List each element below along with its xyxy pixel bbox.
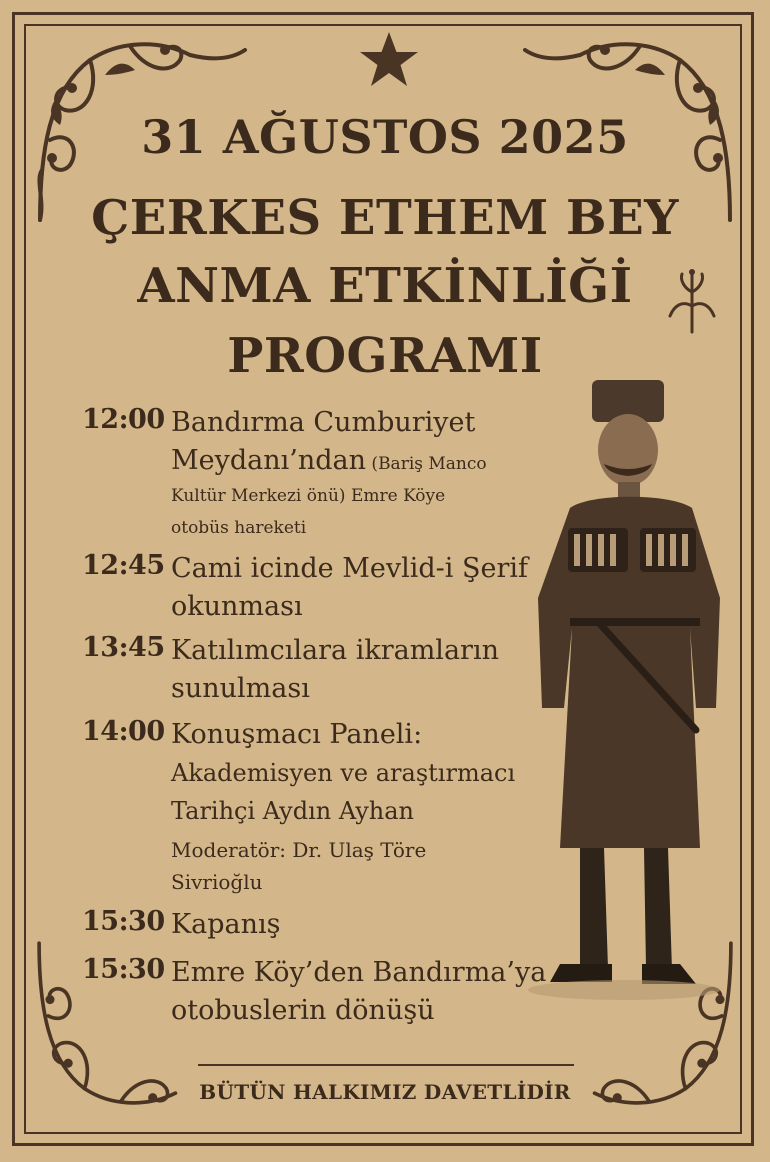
- event-time: 13:45: [82, 632, 165, 663]
- event-description: [171, 404, 551, 544]
- event-line: Katılımcılara ikramların: [171, 635, 499, 666]
- event-note: Kultür Merkezi önü) Emre Köye: [171, 486, 446, 506]
- event-5: [82, 906, 542, 950]
- event-time: 15:30: [82, 906, 165, 937]
- title-line-3: PROGRAMI: [227, 328, 543, 384]
- event-description: [171, 906, 551, 944]
- title-line-1: ÇERKES ETHEM BEY: [91, 190, 679, 246]
- event-description: [171, 954, 551, 1030]
- event-note: (Bariş Manco: [366, 454, 487, 474]
- event-line: Akademisyen ve araştırmacı: [171, 759, 516, 787]
- event-line: Kapanış: [171, 909, 281, 940]
- event-note: otobüs hareketi: [171, 518, 307, 538]
- event-time: 12:45: [82, 550, 165, 581]
- event-3: [82, 632, 542, 712]
- footer-divider: [198, 1064, 574, 1066]
- event-moderator: [171, 834, 551, 898]
- event-time: 14:00: [82, 716, 165, 747]
- event-description: [171, 550, 551, 626]
- event-line: Konuşmacı Paneli:: [171, 719, 423, 750]
- event-line: sunulması: [171, 673, 310, 704]
- event-line-mixed: [171, 442, 551, 480]
- event-time: 15:30: [82, 954, 165, 985]
- event-6: [82, 954, 547, 1034]
- event-line: Tarihçi Aydın Ayhan: [171, 797, 414, 825]
- event-note: Moderatör: Dr. Ulaş Töre: [171, 838, 427, 862]
- event-description: [171, 716, 551, 830]
- footer-invitation: BÜTÜN HALKIMIZ DAVETLİDİR: [199, 1080, 571, 1104]
- event-line: otobuslerin dönüşü: [171, 995, 435, 1026]
- event-date: 31 AĞUSTOS 2025: [141, 110, 629, 164]
- event-line: Emre Köy’den Bandırma’ya: [171, 957, 547, 988]
- event-line: Bandırma Cumburiyet: [171, 407, 476, 438]
- star-icon: [357, 28, 421, 92]
- event-line: okunması: [171, 591, 303, 622]
- event-description: [171, 632, 551, 708]
- fleur-sprig-icon: [664, 266, 720, 336]
- title-line-2: ANMA ETKİNLİĞİ: [137, 258, 633, 314]
- event-line: Meydanı’ndan: [171, 445, 367, 476]
- event-1: [82, 404, 542, 544]
- event-time: 12:00: [82, 404, 165, 435]
- portrait-illustration: [520, 378, 744, 1018]
- event-4: [82, 716, 542, 906]
- event-2: [82, 550, 542, 630]
- event-note: Sivrioğlu: [171, 870, 263, 894]
- event-line: Cami icinde Mevlid-i Şerif: [171, 553, 528, 584]
